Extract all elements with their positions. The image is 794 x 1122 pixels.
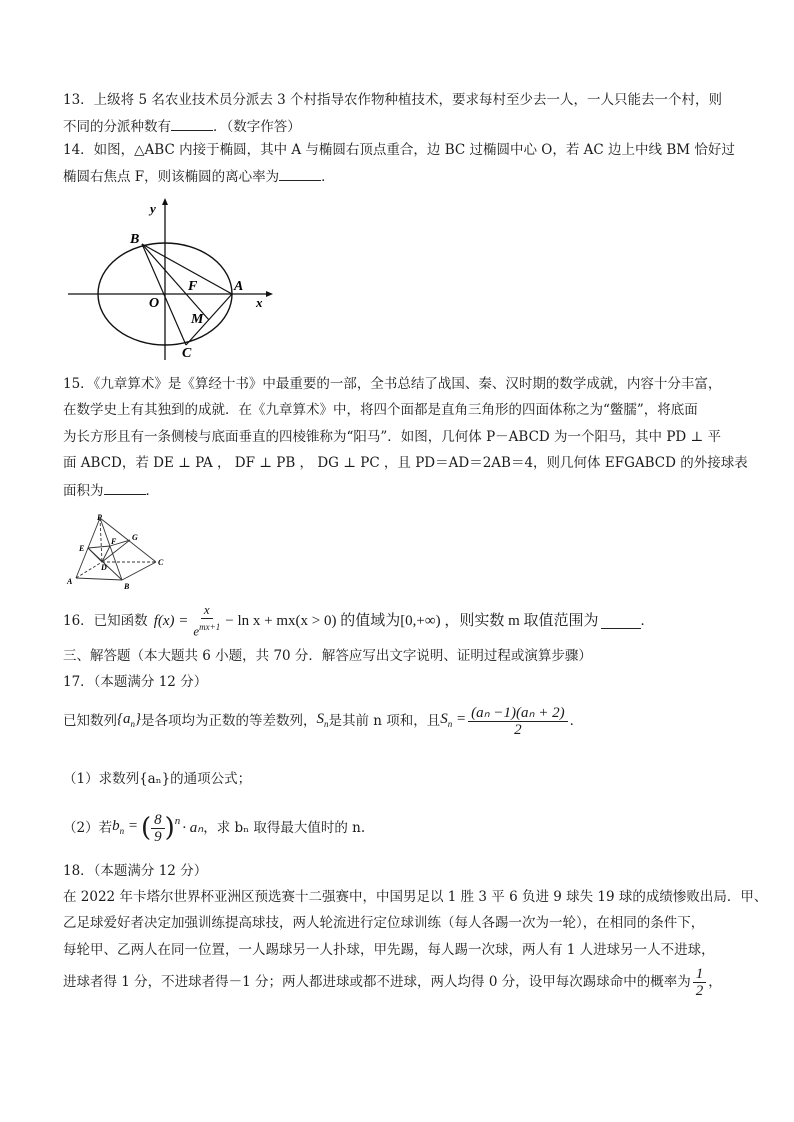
q13-line2-text: 不同的分派种数有 — [63, 119, 171, 135]
label-G: G — [132, 533, 138, 542]
q17-stem-a: 已知数列 — [63, 713, 117, 729]
seg-DF — [102, 546, 110, 562]
q16-frac-num: x — [201, 602, 213, 619]
label-C: C — [182, 346, 192, 361]
q15-line5-end: ． — [145, 483, 159, 499]
q17-bn — [112, 817, 138, 840]
q17-base-fraction — [151, 812, 165, 845]
label-M: M — [191, 312, 204, 327]
q16-fx: f(x) = — [153, 613, 189, 629]
q17-an-sub: n — [130, 718, 135, 729]
label-F: F — [188, 279, 198, 294]
q14-line1: 14．如图，△ABC 内接于椭圆，其中 A 与椭圆右顶点重合，边 BC 过椭圆中心 O，若 AC 边上中线 BM 恰好过 — [63, 142, 735, 158]
label-P: P — [97, 513, 102, 522]
q16-prefix: 16．已知函数 — [63, 613, 148, 629]
q17-left-paren: ( — [140, 813, 152, 843]
q17-base-num: 8 — [151, 812, 165, 829]
q17-stem-end: ． — [569, 713, 584, 729]
q15-line5 — [63, 480, 159, 500]
q17-frac-den: 2 — [514, 721, 522, 738]
q15-line5-text: 面积为 — [63, 483, 104, 499]
q17-eq: = — [452, 710, 467, 727]
q16-line — [63, 604, 654, 638]
q17-bn-eq: = — [124, 817, 138, 834]
q16-frac-den-sup: mx+1 — [199, 622, 221, 633]
q17-sn-sub: n — [324, 718, 329, 729]
seg-EF — [88, 546, 110, 548]
q14-line2 — [63, 166, 335, 186]
q13-answer-blank — [171, 116, 213, 131]
label-E: E — [79, 544, 85, 553]
q17-right-paren: ) — [164, 813, 175, 843]
q17-mult: · aₙ — [182, 820, 204, 836]
label-D: D — [101, 563, 107, 572]
label-F2: F — [111, 537, 117, 546]
q16-frac-den-base: e — [193, 623, 200, 639]
pyramid-figure — [64, 512, 168, 590]
q18-line2: 乙足球爱好者决定加强训练提高球技，两人轮流进行定位球训练（每人各踢一次为一轮），在相同的条件下， — [63, 915, 705, 931]
q17-an-close: } — [135, 710, 141, 727]
q17-frac-num: (aₙ −1)(aₙ + 2) — [468, 705, 567, 722]
q17-stem — [63, 700, 583, 742]
label-x: x — [256, 295, 263, 310]
q15-line2: 在数学史上有其独到的成就．在《九章算术》中，将四个面都是直角三角形的四面体称之为“鳖臑”，将底面 — [63, 402, 698, 418]
q15-line3: 为长方形且有一条侧棱与底面垂直的四棱锥称为“阳马”．如图，几何体 P－ABCD 为一个阳马，其中 PD ⊥ 平 — [63, 429, 722, 445]
q17-stem-c: 是其前 n 项和，且 — [328, 713, 441, 729]
q17-sn-eq-base: S — [440, 710, 448, 727]
q17-bn-base: b — [112, 817, 120, 834]
q17-an — [117, 710, 141, 733]
q17-fraction — [468, 705, 567, 738]
q17-sn-base: S — [316, 710, 324, 727]
q14-answer-blank — [279, 166, 321, 181]
edge-PD — [100, 518, 102, 562]
y-axis-arrow-icon — [162, 198, 168, 205]
q16-fraction — [190, 602, 223, 639]
q14-line2-end: ． — [321, 169, 335, 185]
label-A: A — [234, 279, 244, 294]
edge-AB — [76, 578, 122, 580]
q18-prob-den: 2 — [695, 982, 704, 999]
q16-end: ． — [640, 613, 654, 629]
edge-BC — [122, 562, 156, 580]
q17-part2-a: （2）若 — [63, 820, 113, 836]
segment-BA — [142, 244, 232, 294]
q17-sn-eq-sub: n — [447, 718, 453, 729]
q17-title: 17．（本题满分 12 分） — [63, 674, 208, 690]
q15-answer-blank — [104, 480, 146, 495]
q16-answer-blank — [601, 614, 641, 629]
q18-line3: 每轮甲、乙两人在同一位置，一人踢球另一人扑球，甲先踢，每人踢一次球，两人有 1 人进球另一人不进球， — [63, 942, 715, 958]
q17-part1: （1）求数列{aₙ}的通项公式； — [63, 771, 252, 787]
q17-exp: n — [174, 815, 181, 827]
q14-line2-text: 椭圆右焦点 F，则该椭圆的离心率为 — [63, 169, 280, 185]
section3-heading: 三、解答题（本大题共 6 小题，共 70 分．解答应写出文字说明、证明过程或演算步骤） — [63, 648, 592, 664]
label-O: O — [149, 296, 160, 311]
q15-line4: 面 ABCD，若 DE ⊥ PA ， DF ⊥ PB ， DG ⊥ PC ，且 PD＝AD＝2AB＝4，则几何体 EFGABCD 的外接球表 — [63, 455, 748, 471]
edge-AD — [76, 562, 102, 578]
label-B: B — [130, 232, 140, 247]
label-y: y — [150, 201, 156, 216]
edge-PC — [100, 518, 156, 562]
q17-bn-sub: n — [119, 825, 125, 836]
q18-line4 — [63, 962, 722, 1002]
q16-frac-den — [190, 619, 223, 639]
q16-rest: − ln x + mx(x > 0) 的值域为[0,+∞) ，则实数 m 取值范围为 — [225, 613, 599, 629]
q18-prob-num: 1 — [693, 966, 707, 983]
q18-line1: 在 2022 年卡塔尔世界杯亚洲区预选赛十二强赛中，中国男足以 1 胜 3 平 6 负进 9 球失 19 球的成绩惨败出局．甲、 — [63, 889, 768, 905]
q13-line1: 13．上级将 5 名农业技术员分派去 3 个村指导农作物种植技术，要求每村至少去一人，一人只能去一个村，则 — [63, 92, 723, 108]
q13-line2 — [63, 116, 301, 136]
q13-line2-end: ．（数字作答） — [213, 119, 301, 135]
q17-stem-b: 是各项均为正数的等差数列， — [141, 713, 317, 729]
label-A2: A — [67, 577, 73, 586]
q17-part2 — [63, 808, 365, 848]
ellipse-figure — [66, 195, 276, 365]
q17-part2-b: ，求 bₙ 取得最大值时的 n. — [203, 820, 366, 836]
q18-title: 18．（本题满分 12 分） — [63, 863, 208, 879]
label-C2: C — [158, 558, 164, 567]
x-axis-arrow-icon — [266, 291, 273, 297]
q17-base-den: 9 — [154, 828, 162, 845]
q17-sn-eq — [440, 710, 466, 733]
label-B2: B — [124, 582, 130, 590]
q15-line1: 15．《九章算术》是《算经十书》中最重要的一部，全书总结了战国、秦、汉时期的数学成就，内容十分丰富， — [63, 376, 722, 392]
q18-line4-end: ， — [708, 974, 722, 990]
q18-line4-text: 进球者得 1 分，不进球者得－1 分；两人都进球或都不进球，两人均得 0 分，设甲每次踢球命中的概率为 — [63, 974, 691, 990]
q17-sn — [317, 710, 329, 733]
q18-prob-fraction — [693, 966, 707, 999]
q17-an-open: {a — [117, 710, 131, 727]
